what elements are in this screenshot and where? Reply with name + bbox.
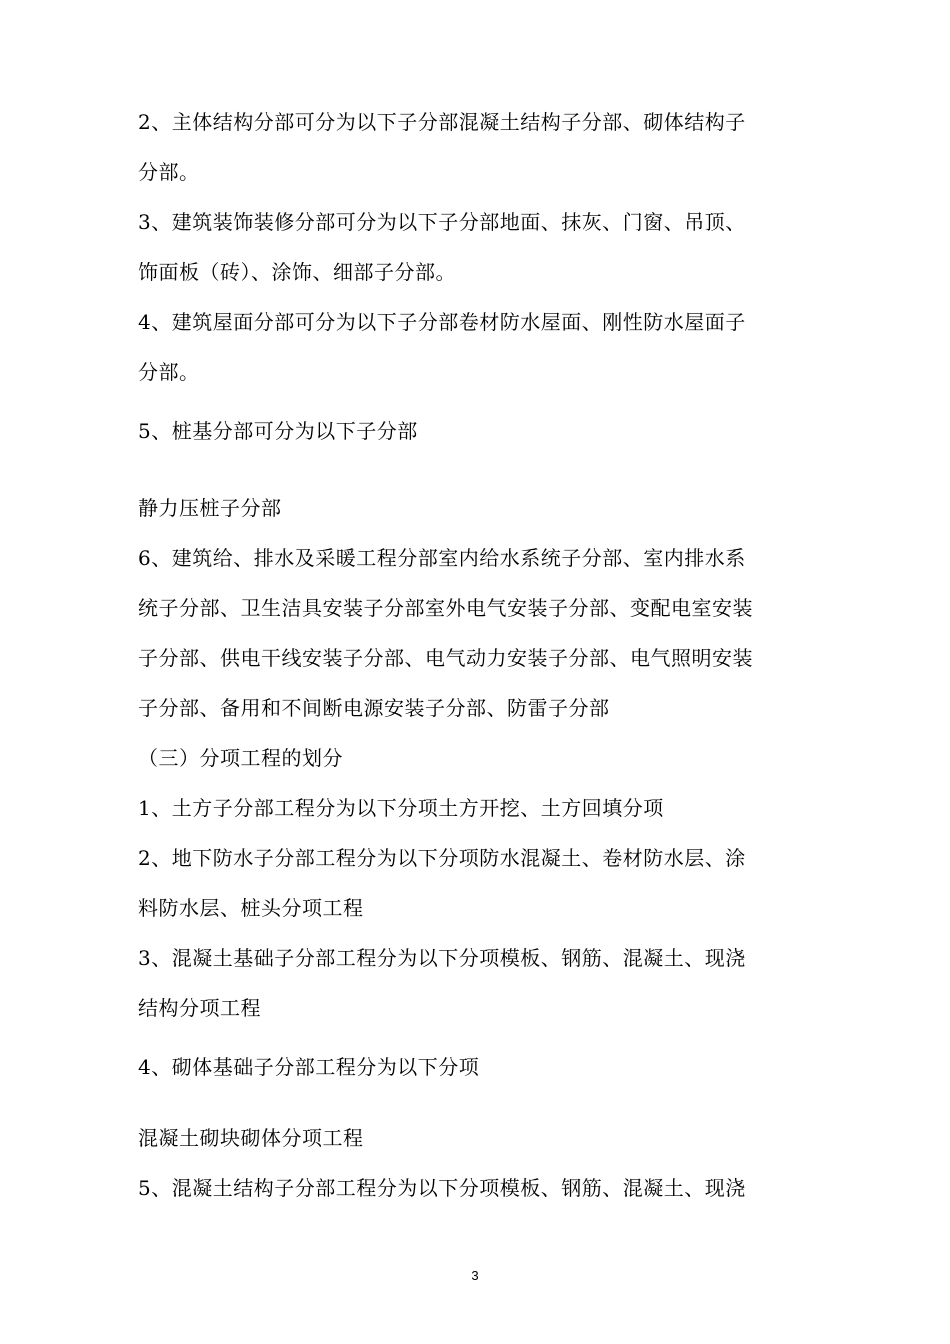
text-line: 饰面板（砖）、涂饰、细部子分部。 xyxy=(138,260,456,284)
text-line: 3、混凝土基础子分部工程分为以下分项模板、钢筋、混凝土、现浇 xyxy=(138,946,746,970)
text-line: 混凝土砌块砌体分项工程 xyxy=(138,1126,364,1150)
text-line: 料防水层、桩头分项工程 xyxy=(138,896,364,920)
text-line: 3、建筑装饰装修分部可分为以下子分部地面、抹灰、门窗、吊顶、 xyxy=(138,210,746,234)
text-line: 4、砌体基础子分部工程分为以下分项 xyxy=(138,1055,480,1079)
section-heading: （三）分项工程的划分 xyxy=(138,746,343,770)
text-line: 子分部、供电干线安装子分部、电气动力安装子分部、电气照明安装 xyxy=(138,646,753,670)
text-line: 结构分项工程 xyxy=(138,996,261,1020)
text-line: 4、建筑屋面分部可分为以下子分部卷材防水屋面、刚性防水屋面子 xyxy=(138,310,746,334)
text-line: 2、地下防水子分部工程分为以下分项防水混凝土、卷材防水层、涂 xyxy=(138,846,746,870)
page-number: 3 xyxy=(471,1268,479,1283)
text-line: 子分部、备用和不间断电源安装子分部、防雷子分部 xyxy=(138,696,610,720)
text-line: 1、土方子分部工程分为以下分项土方开挖、土方回填分项 xyxy=(138,796,664,820)
text-line: 5、混凝土结构子分部工程分为以下分项模板、钢筋、混凝土、现浇 xyxy=(138,1176,746,1200)
text-line: 分部。 xyxy=(138,160,200,184)
text-line: 统子分部、卫生洁具安装子分部室外电气安装子分部、变配电室安装 xyxy=(138,596,753,620)
text-line: 6、建筑给、排水及采暖工程分部室内给水系统子分部、室内排水系 xyxy=(138,546,746,570)
text-line: 5、桩基分部可分为以下子分部 xyxy=(138,419,418,443)
text-line: 2、主体结构分部可分为以下子分部混凝土结构子分部、砌体结构子 xyxy=(138,110,746,134)
text-line: 分部。 xyxy=(138,360,200,384)
text-line: 静力压桩子分部 xyxy=(138,496,282,520)
